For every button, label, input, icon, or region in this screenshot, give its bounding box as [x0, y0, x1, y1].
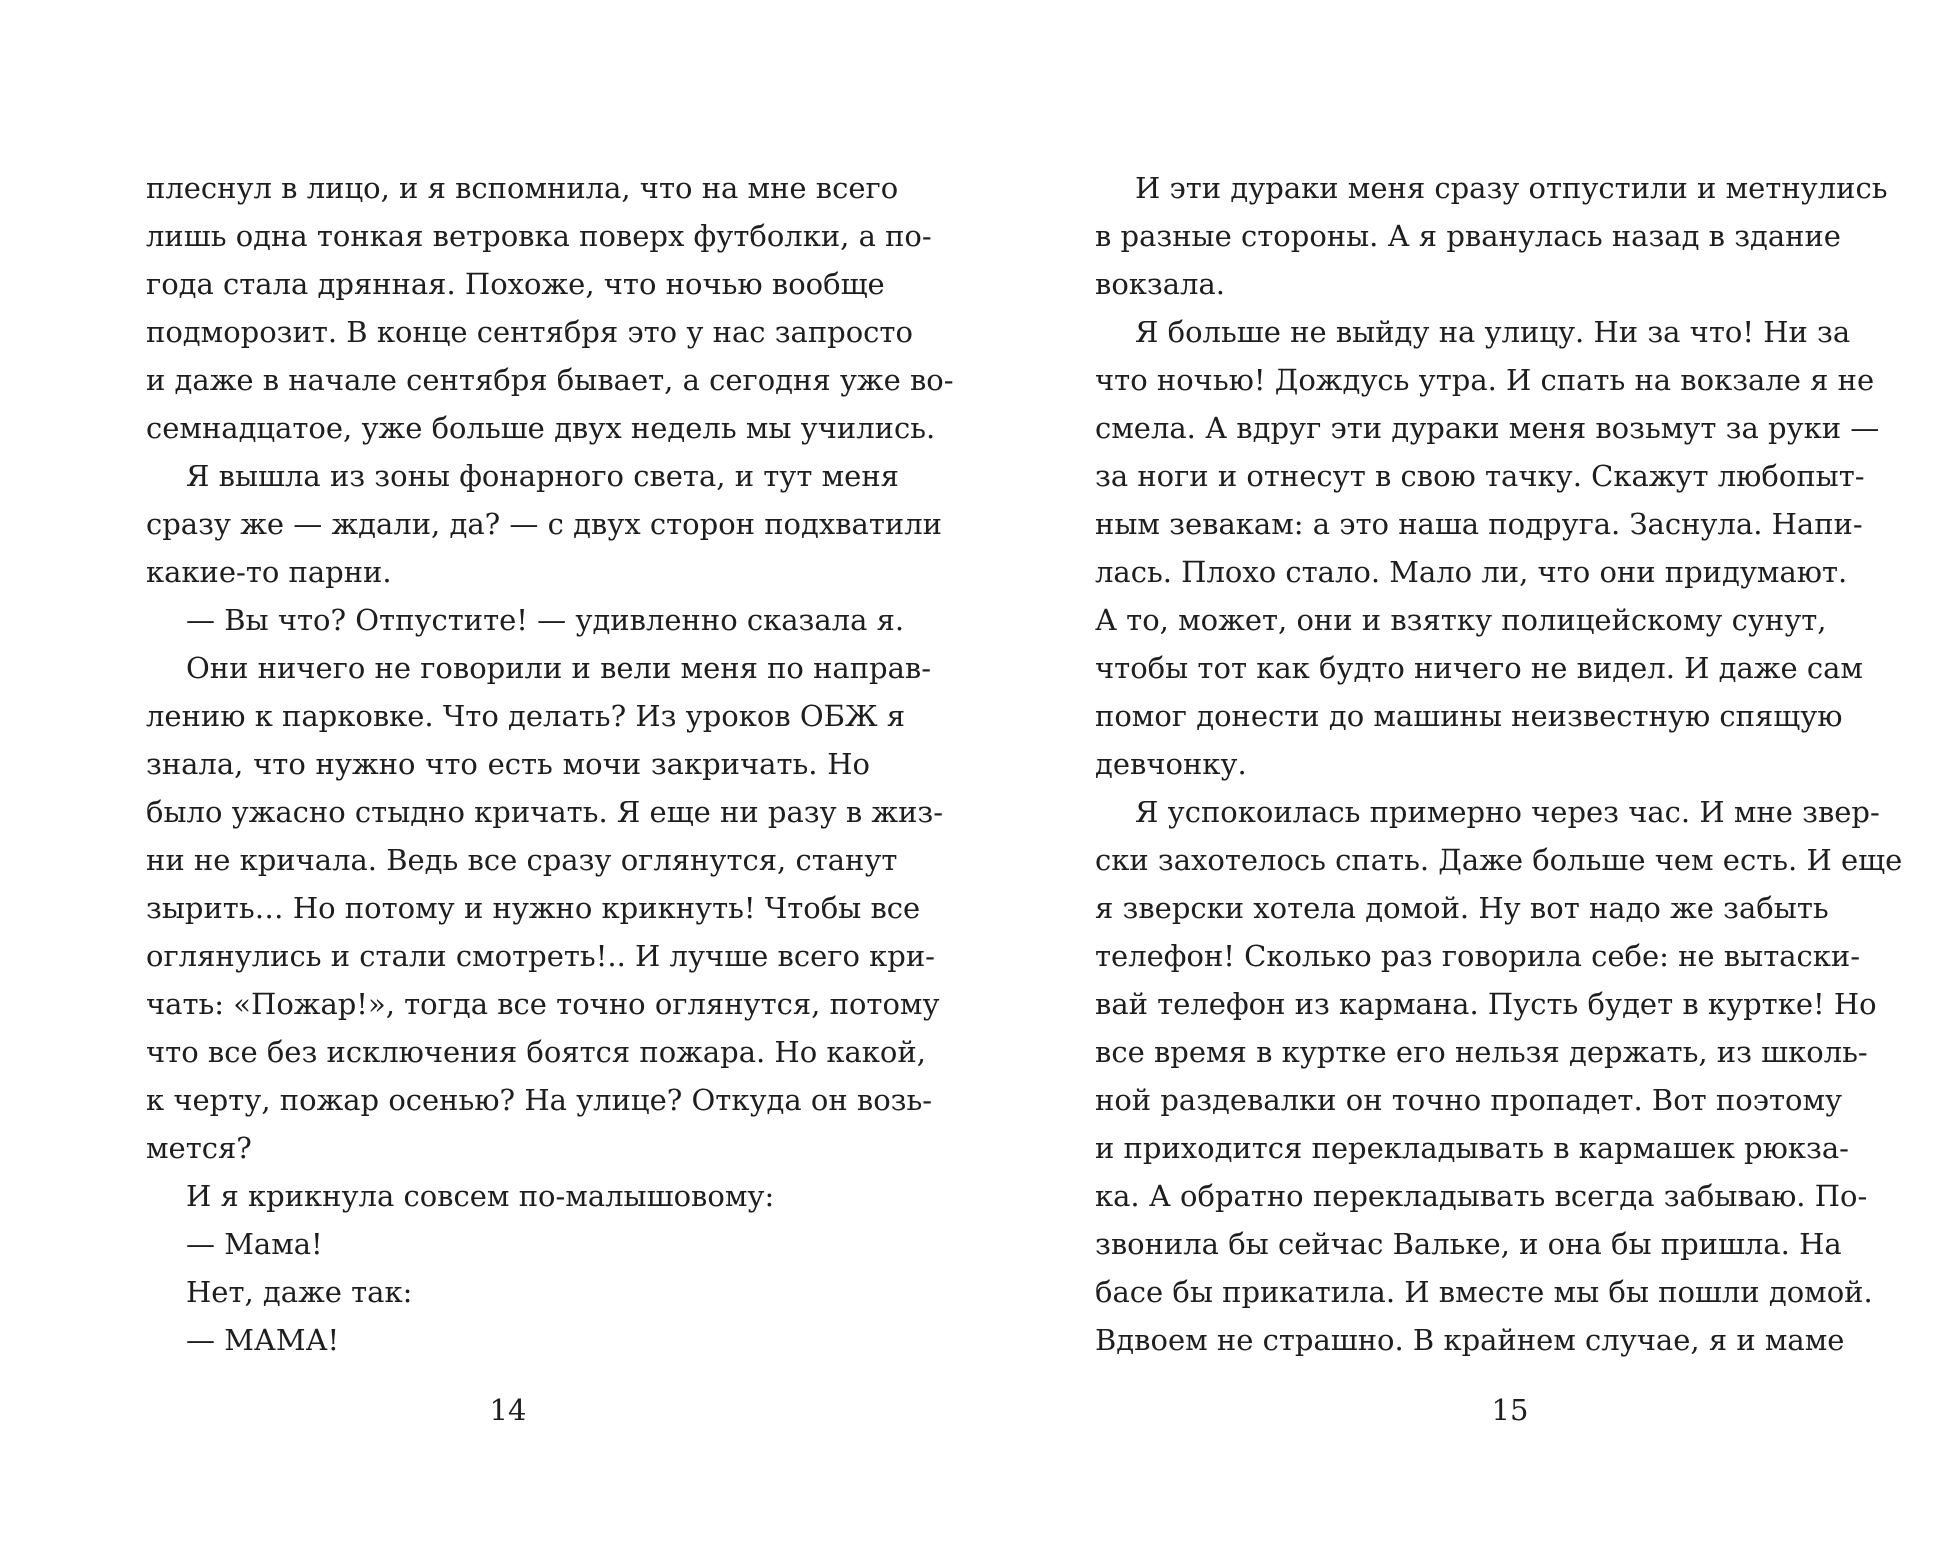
text-line: лишь одна тонкая ветровка поверх футболки, а по- — [146, 219, 932, 253]
text-line: вай телефон из кармана. Пусть будет в куртке! Но — [1095, 987, 1877, 1021]
text-line: чтобы тот как будто ничего не видел. И даже сам — [1095, 651, 1863, 685]
text-line: какие-то парни. — [146, 555, 392, 589]
text-line: басе бы прикатила. И вместе мы бы пошли домой. — [1095, 1275, 1873, 1309]
text-line: Я больше не выйду на улицу. Ни за что! Ни за — [1135, 315, 1851, 349]
text-line: ной раздевалки он точно пропадет. Вот поэтому — [1095, 1083, 1843, 1117]
text-line: — Мама! — [186, 1227, 323, 1261]
text-line: Я вышла из зоны фонарного света, и тут меня — [186, 459, 899, 493]
text-line: что ночью! Дождусь утра. И спать на вокзале я не — [1095, 363, 1875, 397]
text-line: плеснул в лицо, и я вспомнила, что на мне всего — [146, 171, 899, 205]
text-line: помог донести до машины неизвестную спящую — [1095, 699, 1843, 733]
text-line: лась. Плохо стало. Мало ли, что они придумают. — [1095, 555, 1848, 589]
left-page-text — [146, 164, 954, 1364]
text-line: зырить… Но потому и нужно крикнуть! Чтобы все — [146, 891, 921, 925]
text-line: Вдвоем не страшно. В крайнем случае, я и маме — [1095, 1323, 1845, 1357]
text-line: все время в куртке его нельзя держать, из школь- — [1095, 1035, 1868, 1069]
text-line: лению к парковке. Что делать? Из уроков ОБЖ я — [146, 699, 906, 733]
text-line: ни не кричала. Ведь все сразу оглянутся, станут — [146, 843, 898, 877]
text-line: я зверски хотела домой. Ну вот надо же забыть — [1095, 891, 1829, 925]
text-line: И я крикнула совсем по-малышовому: — [186, 1179, 775, 1213]
text-line: — Вы что? Отпустите! — удивленно сказала я. — [186, 603, 905, 637]
text-line: было ужасно стыдно кричать. Я еще ни разу в жиз- — [146, 795, 944, 829]
text-line: за ноги и отнесут в свою тачку. Скажут любопыт- — [1095, 459, 1865, 493]
text-line: звонила бы сейчас Вальке, и она бы пришла. На — [1095, 1227, 1842, 1261]
text-line: Я успокоилась примерно через час. И мне звер- — [1135, 795, 1880, 829]
text-line: — МАМА! — [186, 1323, 340, 1357]
text-line: смела. А вдруг эти дураки меня возьмут за руки — — [1095, 411, 1880, 445]
text-line: телефон! Сколько раз говорила себе: не вытаски- — [1095, 939, 1861, 973]
text-line: мется? — [146, 1131, 252, 1165]
text-line: ски захотелось спать. Даже больше чем есть. И еще — [1095, 843, 1903, 877]
text-line: к черту, пожар осенью? На улице? Откуда он возь- — [146, 1083, 933, 1117]
text-line: и даже в начале сентября бывает, а сегодня уже во- — [146, 363, 954, 397]
text-line: знала, что нужно что есть мочи закричать. Но — [146, 747, 870, 781]
right-page-text — [1095, 164, 1903, 1364]
text-line: сразу же — ждали, да? — с двух сторон подхватили — [146, 507, 942, 541]
text-line: семнадцатое, уже больше двух недель мы учились. — [146, 411, 936, 445]
text-line: вокзала. — [1095, 267, 1225, 301]
text-line: оглянулись и стали смотреть!.. И лучше всего кри- — [146, 939, 935, 973]
text-line: И эти дураки меня сразу отпустили и метнулись — [1135, 171, 1888, 205]
text-line: чать: «Пожар!», тогда все точно оглянутся, потому — [146, 987, 940, 1021]
page-number: 14 — [489, 1393, 527, 1427]
text-line: в разные стороны. А я рванулась назад в здание — [1095, 219, 1841, 253]
text-line: ным зевакам: а это наша подруга. Заснула. Напи- — [1095, 507, 1863, 541]
text-line: подморозит. В конце сентября это у нас запросто — [146, 315, 913, 349]
text-line: что все без исключения боятся пожара. Но какой, — [146, 1035, 926, 1069]
text-line: А то, может, они и взятку полицейскому сунут, — [1095, 603, 1827, 637]
text-line: Они ничего не говорили и вели меня по направ- — [186, 651, 932, 685]
text-line: девчонку. — [1095, 747, 1247, 781]
page-number: 15 — [1491, 1393, 1529, 1427]
text-line: ка. А обратно перекладывать всегда забываю. По- — [1095, 1179, 1868, 1213]
text-line: Нет, даже так: — [186, 1275, 413, 1309]
right-page — [969, 0, 1938, 1552]
text-line: и приходится перекладывать в кармашек рюкза- — [1095, 1131, 1849, 1165]
text-line: года стала дрянная. Похоже, что ночью вообще — [146, 267, 885, 301]
